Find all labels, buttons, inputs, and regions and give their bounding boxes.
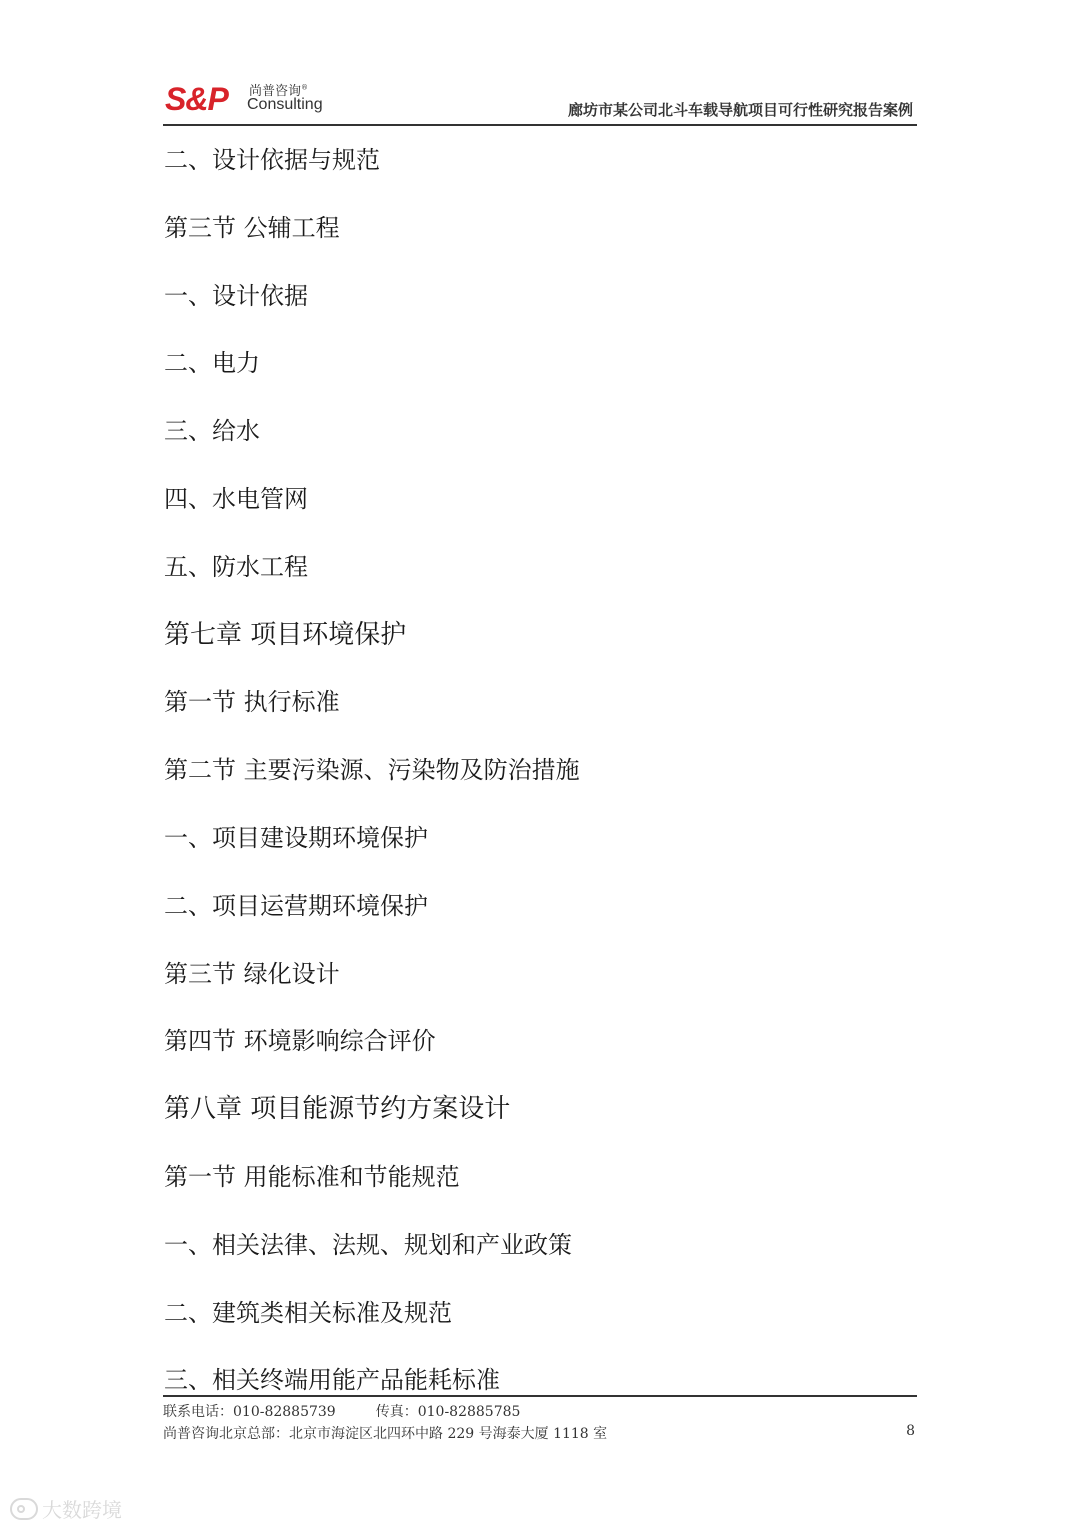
footer-address: 尚普咨询北京总部：北京市海淀区北四环中路 229 号海泰大厦 1118 室 (163, 1426, 608, 1442)
toc-entry: 第一节 执行标准 (164, 688, 340, 717)
logo-mark: S&P (165, 81, 228, 117)
toc-entry: 第三节 公辅工程 (164, 213, 340, 242)
toc-entry: 二、设计依据与规范 (164, 146, 380, 174)
page-footer (163, 1395, 917, 1445)
watermark-logo-icon (10, 1498, 38, 1520)
footer-phone: 联系电话：010-82885739 (163, 1404, 336, 1420)
footer-address-line (163, 1423, 917, 1445)
page-header (163, 76, 917, 126)
toc-entry: 第二节 主要污染源、污染物及防治措施 (164, 756, 580, 785)
toc-chapter-heading: 第七章 项目环境保护 (164, 619, 407, 650)
toc-entry: 第四节 环境影响综合评价 (164, 1027, 436, 1056)
toc-entry: 五、防水工程 (164, 552, 308, 581)
logo-english-name: Consulting (247, 96, 323, 113)
toc-entry: 一、设计依据 (164, 281, 308, 310)
table-of-contents (164, 140, 924, 1428)
toc-entry: 三、给水 (164, 417, 260, 446)
document-title: 廊坊市某公司北斗车载导航项目可行性研究报告案例 (567, 101, 913, 119)
toc-entry: 四、水电管网 (164, 484, 308, 513)
watermark (10, 1494, 122, 1523)
toc-entry: 一、项目建设期环境保护 (164, 823, 428, 852)
page-number: 8 (906, 1423, 915, 1439)
toc-entry: 一、相关法律、法规、规划和产业政策 (164, 1230, 572, 1259)
toc-entry: 三、相关终端用能产品能耗标准 (164, 1366, 500, 1395)
toc-entry: 第一节 用能标准和节能规范 (164, 1162, 460, 1191)
watermark-text: 大数跨境 (42, 1498, 122, 1522)
toc-entry: 第三节 绿化设计 (164, 959, 340, 988)
footer-fax: 传真：010-82885785 (375, 1404, 521, 1420)
toc-entry: 二、项目运营期环境保护 (164, 891, 428, 920)
logo-chinese-name: 尚普咨询® (249, 83, 309, 99)
toc-entry: 二、建筑类相关标准及规范 (164, 1298, 452, 1327)
toc-entry: 二、电力 (164, 349, 260, 378)
footer-contact-line (163, 1401, 917, 1423)
toc-chapter-heading: 第八章 项目能源节约方案设计 (164, 1094, 511, 1125)
